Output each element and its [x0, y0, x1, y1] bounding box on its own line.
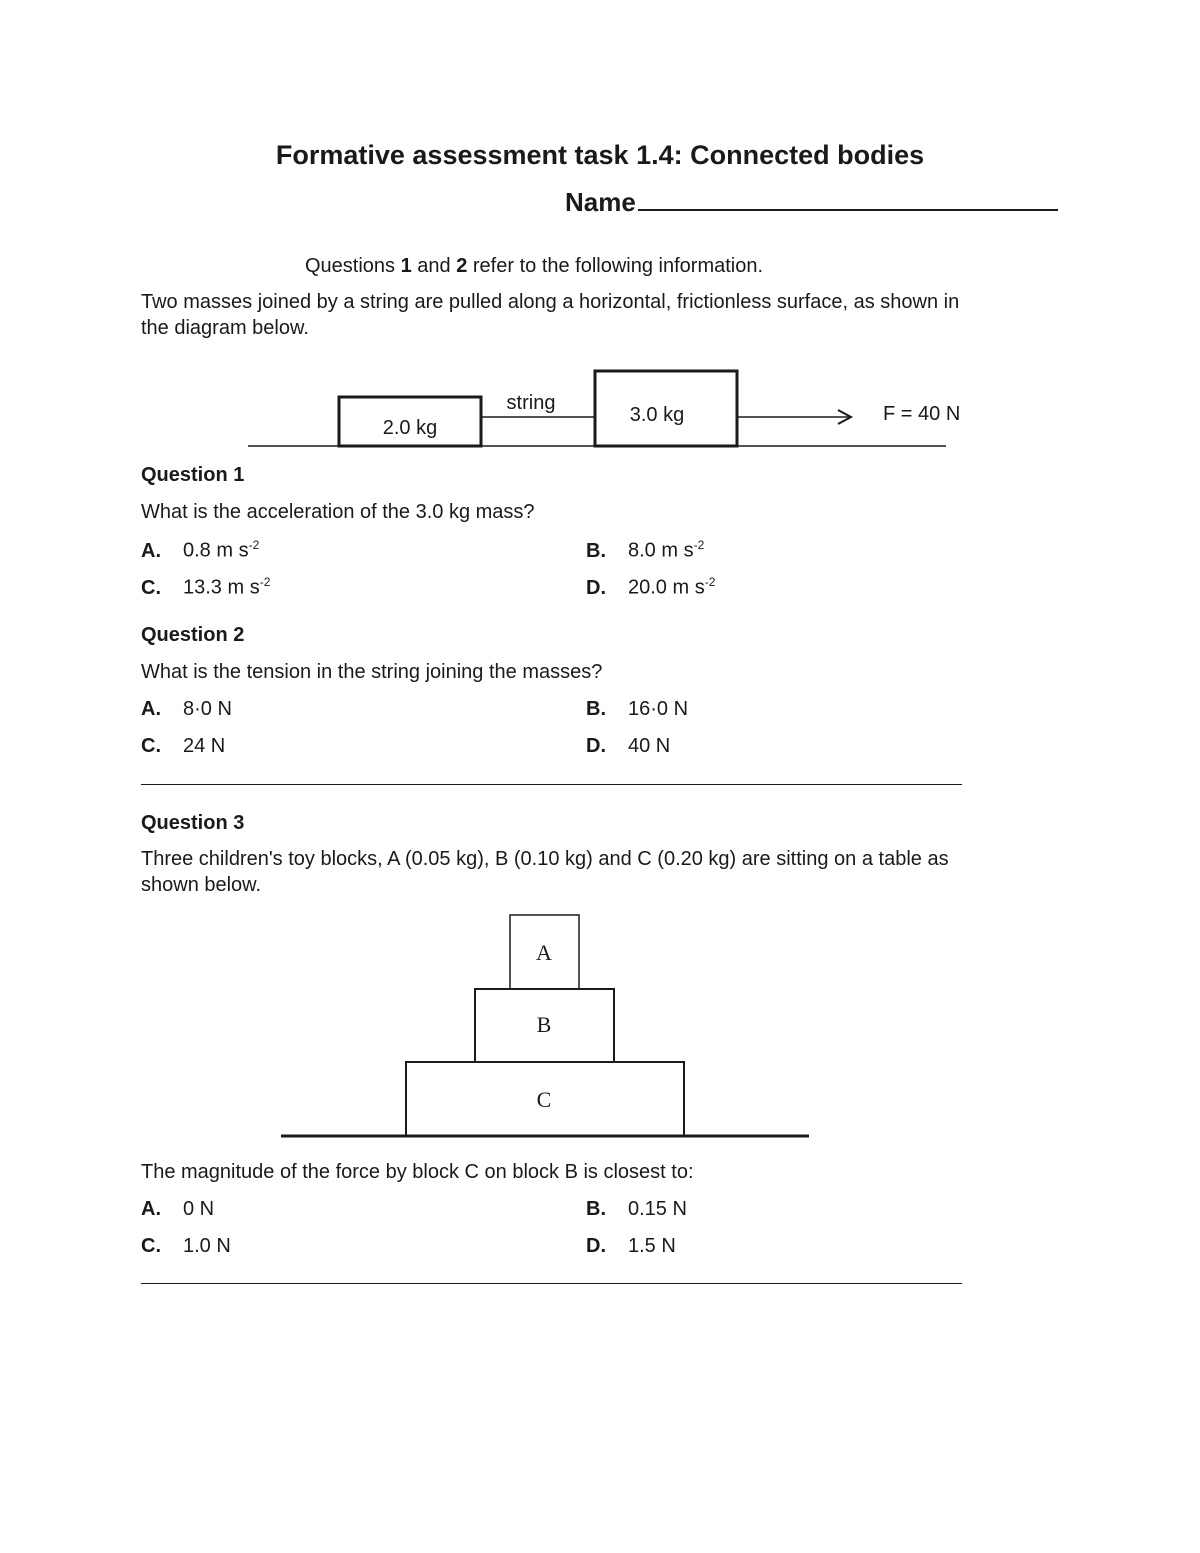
block-b-label: B	[536, 1012, 552, 1037]
block-a-label: A	[536, 940, 552, 965]
question-3-option-d[interactable]: D. 1.5 N	[586, 1235, 676, 1257]
section-divider-2	[141, 1283, 962, 1284]
question-3-heading: Question 3	[141, 812, 245, 834]
section-divider-1	[141, 784, 962, 785]
intro-question-2: 2	[456, 255, 468, 277]
question-2-option-a[interactable]: A. 8·0 N	[141, 698, 232, 720]
name-label: Name	[565, 187, 636, 217]
mass-3kg-label: 3.0 kg	[629, 404, 685, 426]
connected-masses-diagram	[0, 0, 1200, 470]
question-2-heading: Question 2	[141, 624, 245, 646]
page-title: Formative assessment task 1.4: Connected bodies	[275, 140, 925, 170]
mass-2kg-label: 2.0 kg	[382, 417, 438, 439]
question-1-option-a[interactable]: A. 0.8 m $s^{-2}$	[141, 538, 260, 562]
question-3-option-b[interactable]: B. 0.15 N	[586, 1198, 687, 1220]
question-2-option-c[interactable]: C. 24 N	[141, 735, 226, 757]
intro-text: Questions 1 and 2 refer to the following information.	[305, 255, 764, 277]
question-3-text: Three children's toy blocks, A (0.05 kg), B (0.10 kg) and C (0.20 kg) are sitting on a table as shown below.	[141, 848, 949, 896]
question-3-option-a[interactable]: A. 0 N	[141, 1198, 215, 1220]
question-1-option-b[interactable]: B. 8.0 m $s^{-2}$	[586, 538, 705, 562]
question-1-text: What is the acceleration of the 3.0 kg mass?	[141, 501, 535, 523]
question-2-option-d[interactable]: D. 40 N	[586, 735, 671, 757]
question-2-text: What is the tension in the string joining the masses?	[141, 661, 603, 683]
question-1-heading: Question 1	[141, 464, 245, 486]
question-3-prompt: The magnitude of the force by block C on block B is closest to:	[141, 1161, 694, 1183]
intro-question-1: 1	[400, 255, 412, 277]
question-2-option-b[interactable]: B. 16·0 N	[586, 698, 689, 720]
force-label: F = 40 N	[883, 403, 961, 425]
question-3-option-c[interactable]: C. 1.0 N	[141, 1235, 231, 1257]
question-1-option-c[interactable]: C. 13.3 m $s^{-2}$	[141, 575, 271, 599]
stacked-blocks-diagram	[0, 900, 1200, 1150]
block-c-label: C	[536, 1087, 552, 1112]
question-1-option-d[interactable]: D. 20.0 m $s^{-2}$	[586, 575, 716, 599]
string-label: string	[506, 392, 556, 414]
info-paragraph: Two masses joined by a string are pulled along a horizontal, frictionless surface, as shown in the diagram below.	[141, 291, 960, 339]
